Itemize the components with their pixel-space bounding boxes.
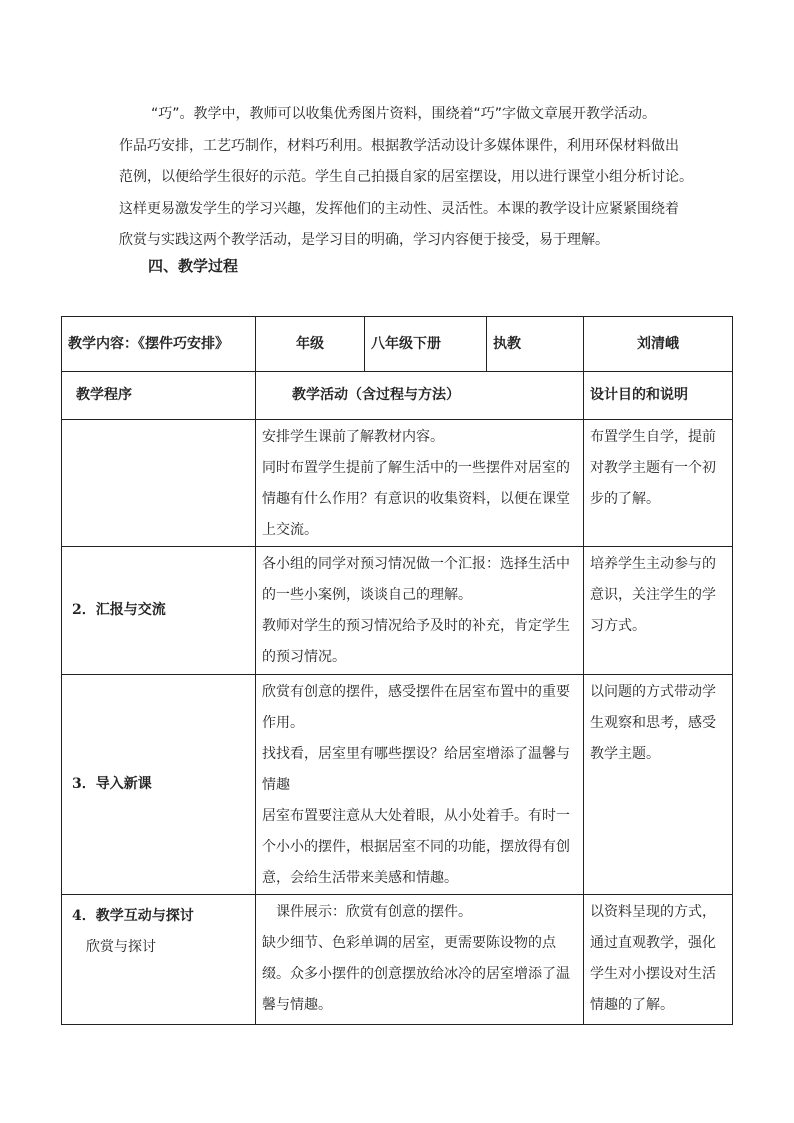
content-label: 教学内容：《摆件巧安排》: [62, 317, 256, 372]
sequence-cell: 2．汇报与交流: [62, 547, 256, 675]
section-heading: 四、教学过程: [148, 257, 239, 275]
column-header-activity: 教学活动（含过程与方法）: [256, 372, 584, 420]
purpose-text: 布置学生自学，提前对教学主题有一个初步的了解。: [590, 429, 716, 507]
column-header-row: [62, 372, 733, 420]
intro-line: 这样更易激发学生的学习兴趣，发挥他们的主动性、灵活性。本课的教学设计应紧紧围绕着: [119, 200, 679, 217]
intro-line: “巧”。教学中，教师可以收集优秀图片资料，围绕着“巧”字做文章展开教学活动。: [151, 106, 657, 122]
activity-text: 各小组的同学对预习情况做一个汇报：选择生活中的一些小案例，谈谈自己的理解。: [262, 556, 570, 603]
sequence-title: 4．教学互动与探讨: [72, 908, 194, 924]
purpose-text: 培养学生主动参与的意识，关注学生的学习方式。: [590, 556, 716, 634]
column-header-sequence: 教学程序: [62, 372, 256, 420]
grade-value: 八年级下册: [365, 317, 487, 372]
purpose-cell: [584, 675, 733, 895]
activity-text: 安排学生课前了解教材内容。: [262, 429, 444, 445]
teacher-label: 执教: [487, 317, 584, 372]
activity-cell: [256, 420, 584, 547]
activity-text: 教师对学生的预习情况给予及时的补充，肯定学生的预习情况。: [262, 618, 570, 665]
sequence-cell: [62, 420, 256, 547]
intro-line: 范例，以便给学生很好的示范。学生自己拍摄自家的居室摆设，用以进行课堂小组分析讨论。: [119, 169, 693, 185]
column-header-purpose: 设计目的和说明: [584, 372, 733, 420]
activity-text: 缺少细节、色彩单调的居室，更需要陈设物的点缀。众多小摆件的创意摆放给冰冷的居室增添了温馨与情趣。: [262, 935, 570, 1013]
sequence-cell: 3．导入新课: [62, 675, 256, 895]
activity-text: 找找看，居室里有哪些摆设？给居室增添了温馨与情趣: [262, 746, 570, 793]
activity-cell: [256, 547, 584, 675]
teaching-process-table: [61, 316, 732, 1025]
purpose-cell: [584, 547, 733, 675]
sequence-cell: [62, 895, 256, 1025]
purpose-cell: [584, 895, 733, 1025]
grade-label: 年级: [256, 317, 365, 372]
activity-text: 居室布置要注意从大处着眼，从小处着手。有时一个小小的摆件，根据居室不同的功能，摆放得有创意，会给生活带来美感和情趣。: [262, 808, 570, 886]
activity-text: 课件展示：欣赏有创意的摆件。: [276, 904, 472, 920]
purpose-cell: [584, 420, 733, 547]
activity-cell: [256, 895, 584, 1025]
sequence-subtitle: 欣赏与探讨: [86, 939, 156, 955]
teacher-value: 刘清峨: [584, 317, 733, 372]
table-row: [62, 420, 733, 547]
activity-text: 同时布置学生提前了解生活中的一些摆件对居室的情趣有什么作用？有意识的收集资料，以便在课堂上交流。: [262, 460, 570, 538]
activity-cell: [256, 675, 584, 895]
purpose-text: 以资料呈现的方式，通过直观教学，强化学生对小摆设对生活情趣的了解。: [590, 904, 716, 1013]
intro-paragraph: [119, 99, 693, 257]
table-header-row: [62, 317, 733, 372]
intro-line: 欣赏与实践这两个教学活动，是学习目的明确，学习内容便于接受，易于理解。: [119, 232, 609, 248]
table-row: [62, 895, 733, 1025]
intro-line: 作品巧安排，工艺巧制作，材料巧利用。根据教学活动设计多媒体课件，利用环保材料做出: [119, 137, 679, 154]
purpose-text: 以问题的方式带动学生观察和思考，感受教学主题。: [590, 684, 716, 762]
activity-text: 欣赏有创意的摆件，感受摆件在居室布置中的重要作用。: [262, 684, 570, 731]
table-row: [62, 675, 733, 895]
table-row: [62, 547, 733, 675]
